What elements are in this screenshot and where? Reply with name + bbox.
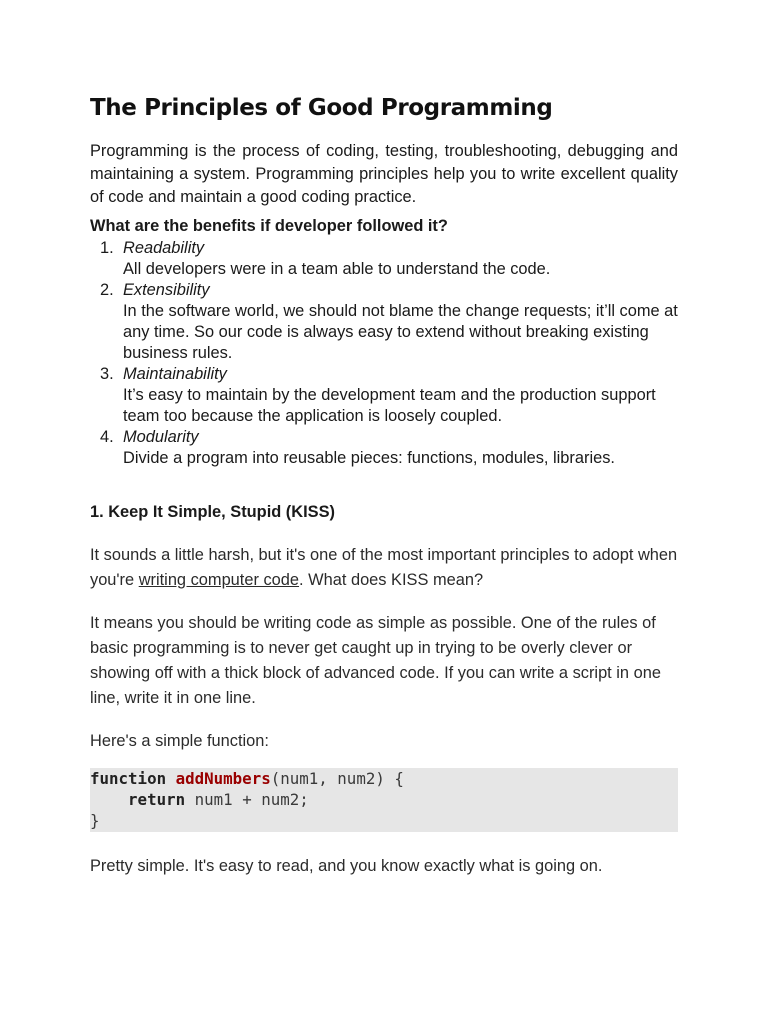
code-text: (num1, num2) { xyxy=(270,769,404,788)
code-function-name: addNumbers xyxy=(175,769,271,788)
benefit-title: Extensibility xyxy=(123,281,210,299)
list-item-number: 2. xyxy=(100,281,114,299)
kiss-paragraph-1 xyxy=(90,543,680,593)
code-line xyxy=(90,789,678,810)
code-keyword: function xyxy=(90,769,167,788)
code-text: num1 + num2; xyxy=(185,790,309,809)
code-block xyxy=(90,768,678,832)
code-line xyxy=(90,810,678,831)
benefit-title: Readability xyxy=(123,239,205,257)
writing-code-link[interactable]: writing computer code xyxy=(138,571,300,589)
benefit-title: Maintainability xyxy=(123,365,227,383)
code-text: } xyxy=(90,811,100,830)
benefit-description: All developers were in a team able to understand the code. xyxy=(123,260,551,278)
list-item-number: 1. xyxy=(100,239,114,257)
benefits-question: What are the benefits if developer followed it? xyxy=(90,217,448,235)
list-item-number: 4. xyxy=(100,428,114,446)
benefit-description: Divide a program into reusable pieces: functions, modules, libraries. xyxy=(123,449,615,467)
list-item xyxy=(90,427,680,469)
list-item xyxy=(90,238,680,280)
section-heading: 1. Keep It Simple, Stupid (KISS) xyxy=(90,503,335,521)
document-title: The Principles of Good Programming xyxy=(90,95,553,121)
list-item xyxy=(90,364,680,427)
intro-paragraph: Programming is the process of coding, testing, troubleshooting, debugging and maintaining a system. Programming principles help you to write excellent quality of code and maintain a good coding practice. xyxy=(90,142,678,206)
benefit-description: In the software world, we should not blame the change requests; it’ll come at any time. So our code is always easy to extend without breaking existing business rules. xyxy=(123,302,678,362)
benefits-list xyxy=(90,238,680,469)
code-keyword: return xyxy=(128,790,186,809)
benefit-title: Modularity xyxy=(123,428,199,446)
list-item xyxy=(90,280,680,364)
paragraph-text: It sounds a little harsh, but it's one of the most important principles to adopt when you're xyxy=(90,546,678,589)
kiss-paragraph-4: Pretty simple. It's easy to read, and you know exactly what is going on. xyxy=(90,857,603,875)
list-item-number: 3. xyxy=(100,365,114,383)
kiss-paragraph-3: Here's a simple function: xyxy=(90,732,269,750)
code-indent xyxy=(90,790,128,809)
kiss-paragraph-2: It means you should be writing code as simple as possible. One of the rules of basic programming is to never get caught up in trying to be overly clever or showing off with a thick block of advanced code. If you can write a script in one line, write it in one line. xyxy=(90,614,661,707)
benefit-description: It’s easy to maintain by the development team and the production support team too because the application is loosely coupled. xyxy=(123,386,656,425)
paragraph-text: . What does KISS mean? xyxy=(299,571,484,589)
code-line xyxy=(90,768,678,789)
